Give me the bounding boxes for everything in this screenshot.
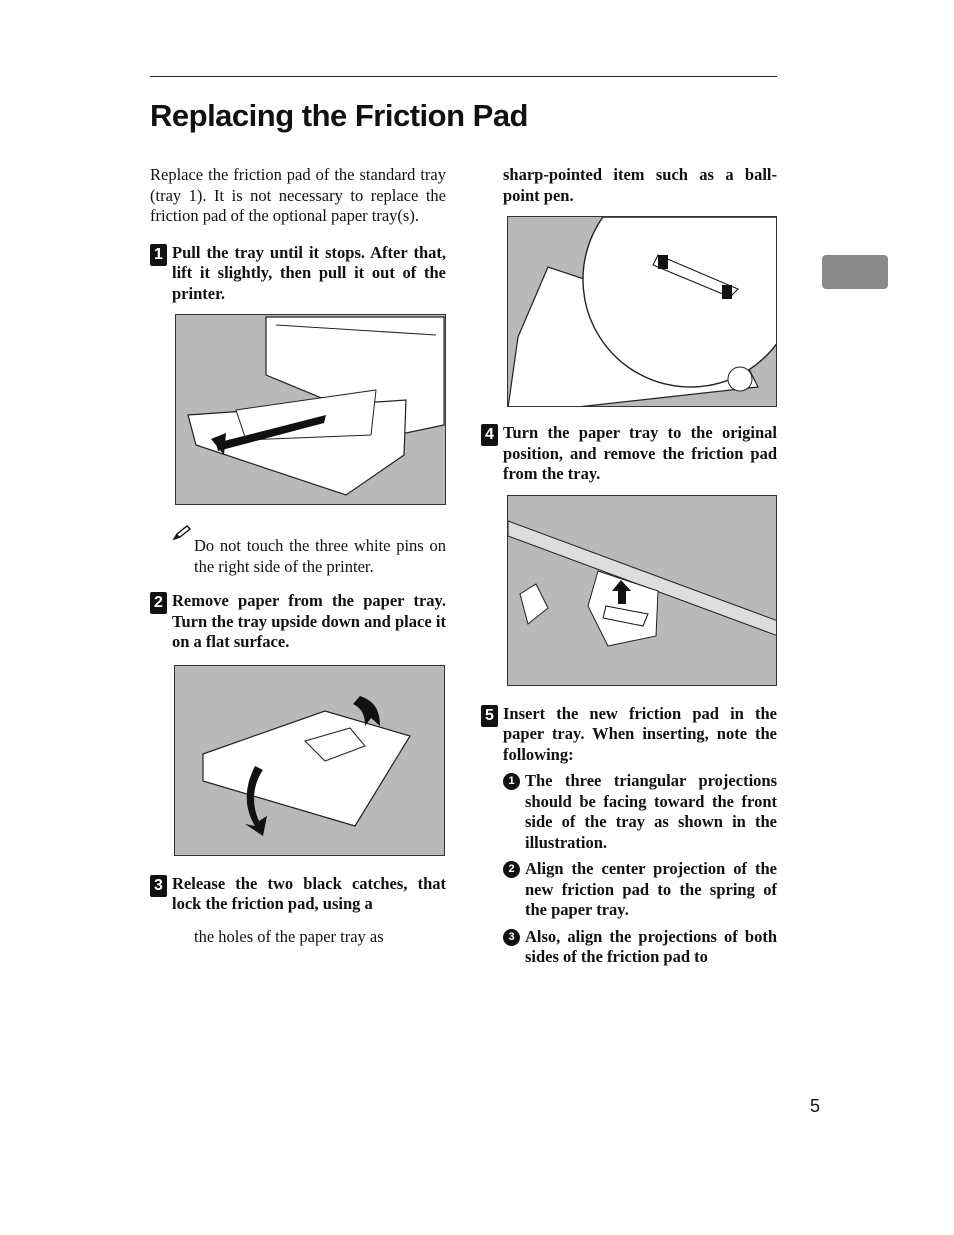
pencil-note-icon [172,525,192,541]
step-3 [150,874,446,915]
header-rule [150,76,777,77]
intro-paragraph: Replace the friction pad of the standard tray (tray 1). It is not necessary to replace the friction pad of the optional paper tray(s). [150,165,446,225]
page-number: 5 [810,1096,821,1116]
step-number: 5 [481,705,498,727]
step-text: Insert the new friction pad in the paper tray. When inserting, note the following: [503,703,777,764]
figure-remove-pad [507,495,777,686]
chapter-tab [822,255,888,289]
step-3-continued: sharp-pointed item such as a ball-point pen. [503,165,777,205]
substep-1 [503,771,777,853]
step-4 [481,423,777,485]
step-text: Turn the paper tray to the original position, and remove the friction pad from the tray. [503,423,777,483]
tray-flip-illustration [175,666,445,856]
step-number: 1 [150,244,167,266]
substep-text: The three triangular projections should be facing toward the front side of the tray as shown in the illustration. [525,771,777,852]
friction-pad-illustration [508,496,777,686]
step-text: Remove paper from the paper tray. Turn the tray upside down and place it on a flat surface. [172,591,446,651]
substep-number: 3 [503,929,520,946]
step-number: 4 [481,424,498,446]
step-number: 3 [150,875,167,897]
page-title: Replacing the Friction Pad [150,98,528,133]
step-1 [150,243,446,305]
substep-number: 2 [503,861,520,878]
continuation-text: the holes of the paper tray as [194,926,384,946]
step-2 [150,591,446,653]
substep-number: 1 [503,773,520,790]
right-column [481,165,777,968]
substep-text: Align the center projection of the new friction pad to the spring of the paper tray. [525,859,777,919]
substep-text: Also, align the projections of both sides of the friction pad to [525,926,777,966]
step-text: Release the two black catches, that lock the friction pad, using a [172,873,446,913]
substep-3 [503,927,777,968]
catches-illustration [508,217,777,407]
step-text: Pull the tray until it stops. After that, lift it slightly, then pull it out of the printer. [172,242,446,303]
step-number: 2 [150,592,167,614]
figure-tray-upside-down [174,665,445,856]
tray-pulled-illustration [176,315,446,505]
substep-2 [503,859,777,921]
figure-release-catches [507,216,777,407]
note-text: Do not touch the three white pins on the right side of the printer. [194,536,446,576]
figure-pull-tray [175,314,446,505]
step-5 [481,704,777,766]
left-column [150,165,446,947]
